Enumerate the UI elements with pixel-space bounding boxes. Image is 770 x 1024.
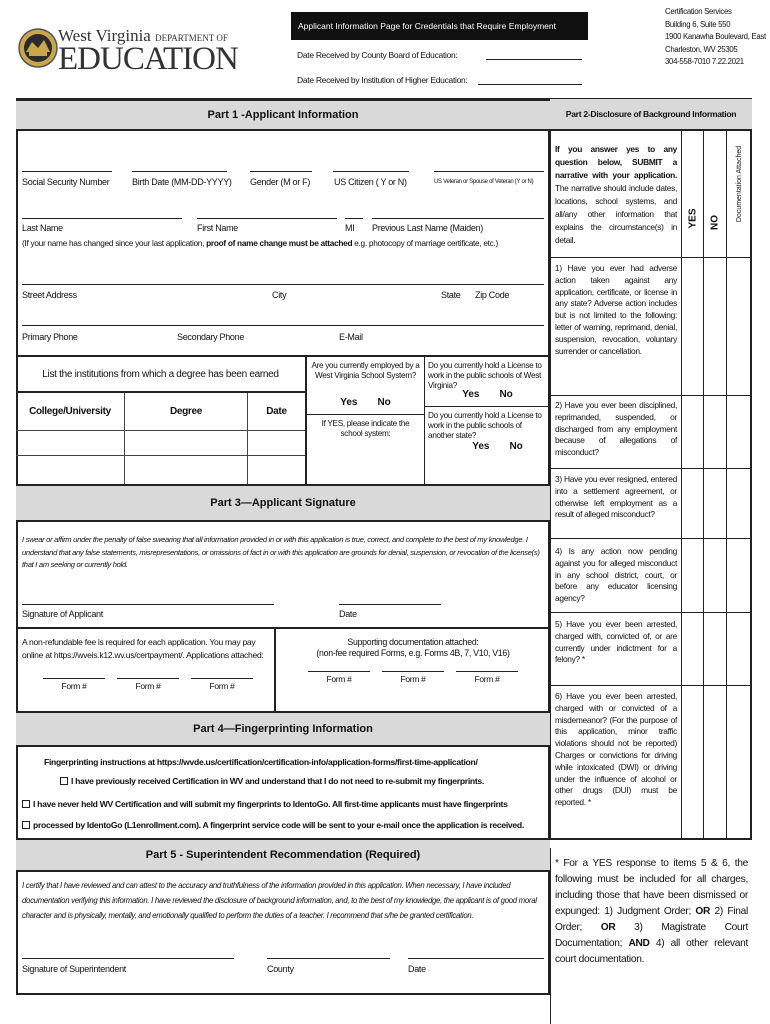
checkbox-icon[interactable] — [22, 800, 30, 808]
license-other-yes[interactable]: Yes — [472, 441, 490, 452]
question-3: 3) Have you ever resigned, entered into a settlement agreement, or otherwise left employment as a result of alleged misconduct? — [555, 474, 677, 520]
address-line[interactable] — [22, 284, 544, 285]
q1-yes-cell[interactable] — [682, 258, 703, 395]
fee-form-3[interactable]: Form # — [209, 681, 235, 691]
gender-line[interactable] — [250, 171, 312, 172]
fingerprint-option-2[interactable]: I have never held WV Certification and will submit my fingerprints to IdentoGo. All first-time applicants must have fingerprints — [22, 799, 508, 809]
table-row[interactable] — [16, 431, 305, 456]
part5-title: Part 5 - Superintendent Recommendation (Required) — [145, 849, 421, 861]
supporting-box — [276, 627, 550, 711]
row-divider — [551, 395, 751, 396]
birth-line[interactable] — [132, 171, 227, 172]
part2-intro: If you answer yes to any question below, SUBMIT a narrative with your application. The narrative should include dates, locations, school systems, and all/any other information that explains the circumstance(s) in detail. — [555, 144, 677, 245]
mi-label: MI — [345, 223, 355, 233]
employed-yes[interactable]: Yes — [340, 397, 358, 408]
fee-text: A non-refundable fee is required for each application. You may pay online at https://wveis.k12.wv.us/certpayment/. Applications attached: — [22, 637, 264, 660]
fee-box — [16, 627, 276, 711]
veteran-line[interactable] — [434, 171, 544, 172]
citizen-line[interactable] — [333, 171, 409, 172]
supporting-sub: (non-fee required Forms, e.g. Forms 4B, 7, V10, V16) — [316, 648, 510, 658]
fingerprint-option-2-cont: processed by IdentoGo (L1enrollment.com). A fingerprint service code will be sent to your e-mail once the application is received. — [22, 820, 524, 830]
part4-header — [16, 711, 550, 747]
first-name-line[interactable] — [197, 218, 337, 219]
county-line[interactable] — [267, 958, 390, 959]
email-label: E-Mail — [339, 332, 363, 342]
date-received-county: Date Received by County Board of Education: — [297, 50, 458, 60]
checkbox-icon[interactable] — [22, 821, 30, 829]
state-label: State — [441, 290, 461, 300]
part3-title: Part 3—Applicant Signature — [210, 497, 356, 509]
part4-title: Part 4—Fingerprinting Information — [193, 723, 373, 735]
applicant-signature-line[interactable] — [22, 604, 274, 605]
institutions-table — [16, 355, 307, 484]
col-date: Date — [266, 406, 287, 417]
part2-header — [550, 99, 752, 131]
license-other-no[interactable]: No — [509, 441, 523, 452]
phone-email-line[interactable] — [22, 325, 544, 326]
row-divider — [551, 468, 751, 469]
no-column-divider — [703, 131, 704, 840]
prev-last-line[interactable] — [372, 218, 544, 219]
license-box — [425, 355, 550, 484]
applicant-date-line[interactable] — [339, 604, 441, 605]
last-name-label: Last Name — [22, 223, 63, 233]
license-other-question: Do you currently hold a License to work in the public schools of another state? — [428, 411, 542, 440]
support-form-3[interactable]: Form # — [474, 674, 500, 684]
col-doc-label: Documentation Attached — [736, 145, 743, 223]
superintendent-signature-line[interactable] — [22, 958, 234, 959]
date-county-line[interactable] — [486, 59, 582, 60]
ssn-line[interactable] — [22, 171, 112, 172]
fee-form-1[interactable]: Form # — [61, 681, 87, 691]
superintendent-certification: I certify that I have reviewed and can attest to the accuracy and truthfulness of the information provided in this application. When necessary, I have included documentation verifying this information. I have reviewed the disclosure of background information, and, to the best of my knowledge, the applicant is of good moral character and is physically, mentally, and emotionally qualified to perform the duties of a teacher. I recommend that s/he be granted certification. — [22, 881, 537, 920]
fingerprint-instructions: Fingerprinting instructions at https://wvde.us/certification/certification-info/application-forms/first-time-application/ — [44, 757, 478, 767]
prev-last-label: Previous Last Name (Maiden) — [372, 223, 483, 233]
date-label: Date — [339, 609, 357, 619]
first-name-label: First Name — [197, 223, 239, 233]
question-6: 6) Have you ever been arrested, charged with or convicted of a misdemeanor? (For the purpose of this application, minor traffic violations should not be reported) Charges or convictions for driving while intoxicated (DWI) or driving under the influence of alcohol or other drugs (DUI) must be reported. * — [555, 691, 677, 808]
part2-title: Part 2-Disclosure of Background Information — [565, 109, 737, 119]
primary-phone-label: Primary Phone — [22, 332, 78, 342]
footnote: * For a YES response to items 5 & 6, the following must be included for all charges, including those that have been dismissed or expunged: 1) Judgment Order; OR 2) Final Order; OR 3) Magistrate Court Documentation; AND 4) all other relevant court documentation. — [555, 858, 749, 965]
date-received-institution: Date Received by Institution of Higher Education: — [297, 75, 468, 85]
question-4: 4) Is any action now pending against you for alleged misconduct in any school district, court, or before any educator licensing agency? — [555, 546, 677, 604]
row-divider — [551, 612, 751, 613]
birth-label: Birth Date (MM-DD-YYYY) — [132, 177, 232, 187]
employed-no[interactable]: No — [377, 397, 391, 408]
name-change-note: (If your name has changed since your last application, proof of name change must be attached e.g. photocopy of marriage certificate, etc.) — [22, 238, 498, 248]
col-no-label: NO — [709, 215, 721, 230]
question-2: 2) Have you ever been disciplined, reprimanded, suspended, or discharged from any employment because of allegations of misconduct? — [555, 400, 677, 458]
q1-doc-cell[interactable] — [727, 258, 751, 395]
doc-column-divider — [726, 131, 727, 840]
last-name-line[interactable] — [22, 218, 182, 219]
license-wv-yes[interactable]: Yes — [462, 389, 480, 400]
fee-form-2[interactable]: Form # — [135, 681, 161, 691]
checkbox-icon[interactable] — [60, 777, 68, 785]
signature-label: Signature of Applicant — [22, 609, 103, 619]
ssn-label: Social Security Number — [22, 177, 110, 187]
office-address: Certification Services Building 6, Suite 550 1900 Kanawha Boulevard, East Charleston, WV 25305 304-558-7010 7.22.2021 — [665, 7, 766, 66]
zip-label: Zip Code — [475, 290, 510, 300]
gender-label: Gender (M or F) — [250, 177, 311, 187]
license-wv-question: Do you currently hold a License to work in the public schools of West Virginia? — [428, 361, 542, 390]
license-wv-no[interactable]: No — [499, 389, 513, 400]
supporting-label: Supporting documentation attached: — [347, 637, 479, 647]
secondary-phone-label: Secondary Phone — [177, 332, 245, 342]
applicant-oath: I swear or affirm under the penalty of false swearing that all information provided in or with this application is true, correct, and complete to the best of my knowledge. I understand that any false statements, misrepresentations, or omissions of fact in or with this application are grounds for denial, suspension, or revocation of the license(s) that I am seeking or currently hold. — [22, 535, 540, 569]
date-institution-line[interactable] — [478, 84, 582, 85]
superintendent-signature-label: Signature of Superintendent — [22, 964, 126, 974]
logo-line1-small: DEPARTMENT OF — [155, 33, 228, 43]
citizen-label: US Citizen ( Y or N) — [334, 177, 407, 187]
table-row[interactable] — [16, 456, 305, 484]
school-system-label: If YES, please indicate the school system: — [321, 419, 410, 438]
support-form-1[interactable]: Form # — [326, 674, 352, 684]
county-label: County — [267, 964, 294, 974]
yes-column-divider — [681, 131, 682, 840]
header-title-bar — [291, 12, 588, 40]
veteran-label: US Veteran or Spouse of Veteran (Y or N) — [434, 179, 534, 185]
institutions-label: List the institutions from which a degree has been earned — [16, 357, 305, 393]
row-divider — [551, 685, 751, 686]
part1-header — [16, 99, 550, 131]
employed-question: Are you currently employed by a West Virginia School System? — [311, 361, 420, 380]
fingerprint-option-1[interactable]: I have previously received Certification in WV and understand that I do not need to re-submit my fingerprints. — [60, 776, 484, 786]
col-degree: Degree — [125, 393, 248, 430]
part5-date-label: Date — [408, 964, 426, 974]
q1-no-cell[interactable] — [704, 258, 726, 395]
part5-header — [16, 838, 550, 872]
state-seal-icon — [18, 14, 58, 82]
col-yes-label: YES — [687, 208, 699, 229]
row-divider — [551, 538, 751, 539]
header-title: Applicant Information Page for Credentials that Require Employment — [298, 21, 556, 31]
logo-line2: EDUCATION — [58, 41, 238, 77]
question-5: 5) Have you ever been arrested, charged with, convicted of, or are currently under indictment for a felony? * — [555, 619, 677, 665]
part3-header — [16, 484, 550, 522]
wvde-logo — [18, 12, 238, 84]
superintendent-date-line[interactable] — [408, 958, 544, 959]
street-label: Street Address — [22, 290, 77, 300]
logo-line1: West Virginia — [58, 26, 151, 45]
city-label: City — [272, 290, 287, 300]
col-college: College/University — [16, 393, 125, 430]
support-form-2[interactable]: Form # — [400, 674, 426, 684]
employed-box — [307, 355, 425, 484]
mi-line[interactable] — [345, 218, 363, 219]
part1-title: Part 1 -Applicant Information — [207, 109, 359, 121]
question-1: 1) Have you ever had adverse action taken against any application, certificate, or license in any state? Adverse action includes but is not limited to the following: letter of warning, reprimand, denial, suspension, revocation, voluntary surrender or cancellation. — [555, 263, 677, 356]
